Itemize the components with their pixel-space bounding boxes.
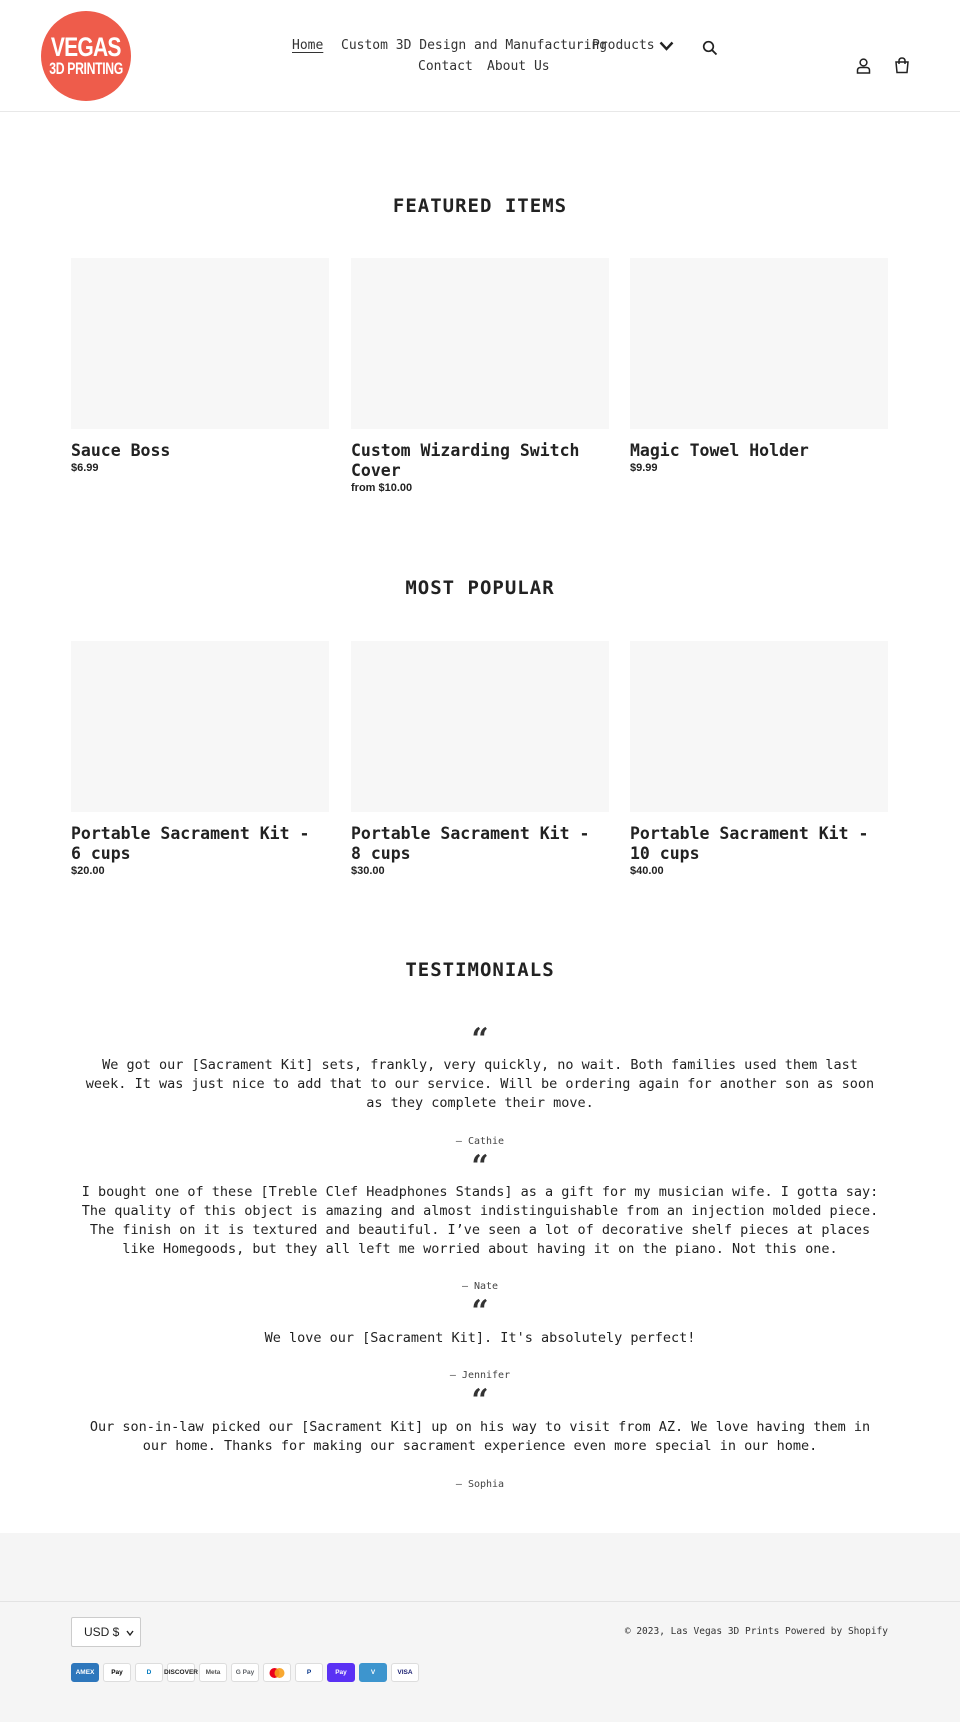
footer-divider — [0, 1601, 960, 1602]
testimonial-text: Our son-in-law picked our [Sacrament Kit] up on his way to visit from AZ. We love having them in our home. Thanks for making our sacrament experience even more special in our home. — [89, 1419, 871, 1454]
paypal-icon: P — [295, 1663, 323, 1682]
apple-pay-icon: Pay — [103, 1663, 131, 1682]
testimonial-text: I bought one of these [Treble Clef Headphones Stands] as a gift for my musician wife. I gotta say: The quality of this object is amazing and almost indistinguishable from an injection molded piece. The finish on it is textured and beautiful. I’ve seen a lot of decorative shelf pieces at places like Homegoods, but they all left me worried about having it on the piano. Not this one. — [81, 1184, 879, 1257]
quote-mark-icon: “ — [471, 1383, 489, 1418]
product-price: $40.00 — [630, 865, 664, 877]
product-card[interactable] — [630, 641, 888, 877]
featured-title: FEATURED ITEMS — [392, 195, 568, 217]
product-card[interactable] — [71, 641, 329, 877]
product-image[interactable] — [71, 641, 329, 812]
quote-mark-icon: “ — [471, 1022, 489, 1057]
product-image[interactable] — [630, 258, 888, 429]
product-title[interactable]: Magic Towel Holder — [630, 441, 809, 460]
logo-line2: 3D PRINTING — [49, 59, 123, 78]
featured-grid — [71, 258, 888, 518]
testimonials-title: TESTIMONIALS — [405, 959, 555, 981]
nav-custom-design[interactable]: Custom 3D Design and Manufacturing — [341, 38, 608, 53]
product-card[interactable] — [351, 641, 609, 877]
mastercard-icon — [263, 1663, 291, 1682]
product-title[interactable]: Portable Sacrament Kit - 10 cups — [630, 824, 869, 863]
popular-title: MOST POPULAR — [405, 577, 555, 599]
product-card[interactable] — [351, 258, 609, 494]
search-icon[interactable] — [702, 40, 718, 56]
diners-club-icon: D — [135, 1663, 163, 1682]
currency-value: USD $ — [84, 1625, 120, 1639]
testimonial-author: — Jennifer — [449, 1370, 511, 1381]
nav-contact[interactable]: Contact — [418, 59, 473, 74]
testimonial-author: — Sophia — [455, 1479, 505, 1490]
currency-selector[interactable] — [71, 1617, 141, 1647]
main-nav-row2 — [0, 57, 960, 77]
site-footer — [0, 1533, 960, 1722]
popular-grid — [71, 641, 888, 901]
product-price: $6.99 — [71, 462, 99, 474]
testimonial-text: We got our [Sacrament Kit] sets, frankly, very quickly, no wait. Both families used them last week. It was just nice to add that to our service. Will be ordering again for another son as soon as they complete their move. — [85, 1057, 875, 1111]
testimonial-text: We love our [Sacrament Kit]. It's absolutely perfect! — [264, 1330, 696, 1346]
meta-pay-icon: Meta — [199, 1663, 227, 1682]
chevron-down-icon — [659, 41, 674, 51]
nav-about[interactable]: About Us — [487, 59, 550, 74]
visa-icon: VISA — [391, 1663, 419, 1682]
cart-icon[interactable] — [894, 57, 910, 74]
product-title[interactable]: Custom Wizarding Switch Cover — [351, 441, 580, 480]
quote-mark-icon: “ — [471, 1294, 489, 1329]
product-image[interactable] — [71, 258, 329, 429]
product-title[interactable]: Portable Sacrament Kit - 8 cups — [351, 824, 590, 863]
brand-logo[interactable] — [41, 11, 131, 101]
product-card[interactable] — [630, 258, 888, 474]
nav-products[interactable] — [592, 36, 674, 56]
product-card[interactable] — [71, 258, 329, 474]
product-price: from $10.00 — [351, 482, 413, 494]
quote-mark-icon: “ — [471, 1149, 489, 1184]
product-price: $30.00 — [351, 865, 385, 877]
chevron-down-icon — [126, 1629, 134, 1637]
copyright-text: © 2023, Las Vegas 3D Prints Powered by Shopify — [624, 1626, 888, 1637]
product-title[interactable]: Portable Sacrament Kit - 6 cups — [71, 824, 310, 863]
logo-line1: VEGAS — [51, 32, 121, 62]
venmo-icon: V — [359, 1663, 387, 1682]
shop-pay-icon: Pay — [327, 1663, 355, 1682]
product-price: $20.00 — [71, 865, 105, 877]
site-header — [0, 0, 960, 112]
nav-products-label: Products — [592, 38, 655, 53]
amex-icon: AMEX — [71, 1663, 99, 1682]
product-title[interactable]: Sauce Boss — [71, 441, 171, 460]
google-pay-icon: G Pay — [231, 1663, 259, 1682]
product-image[interactable] — [351, 258, 609, 429]
testimonial-author: — Nate — [461, 1281, 499, 1292]
product-image[interactable] — [630, 641, 888, 812]
account-icon[interactable] — [856, 58, 871, 74]
discover-icon: DISCOVER — [167, 1663, 195, 1682]
product-price: $9.99 — [630, 462, 658, 474]
main-nav — [0, 36, 960, 56]
testimonial-author: — Cathie — [455, 1136, 505, 1147]
nav-home[interactable]: Home — [292, 38, 324, 53]
product-image[interactable] — [351, 641, 609, 812]
